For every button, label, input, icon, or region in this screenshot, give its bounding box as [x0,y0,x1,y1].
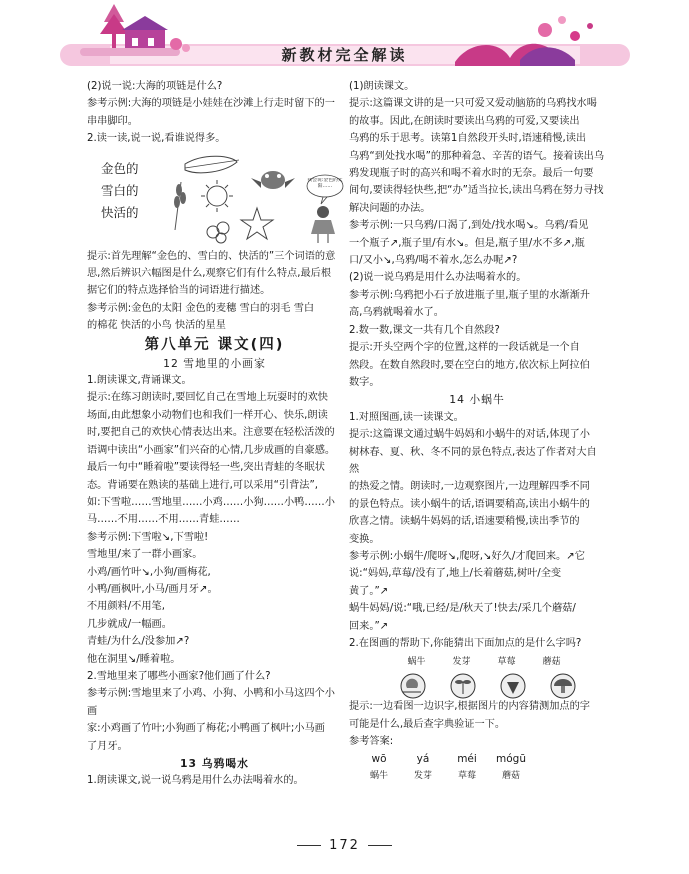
star-icon [241,208,273,239]
text-line: 说:“妈妈,草莓/没有了,地上/长着蘑菇,树叶/全变 [349,568,562,580]
text-line: 数字。 [349,376,380,388]
text-line: 参考示例:乌鸦把小石子放进瓶子里,瓶子里的水渐渐升 [349,289,590,301]
feather-icon [185,156,239,173]
text-line: 蜗牛妈妈/说:“哦,已经/是/秋天了!快去/采几个蘑菇/ [349,603,576,615]
text-line: 场面,由此想象小动物们也和我们一样开心、快乐,朗读 [87,409,328,421]
text-line: 雪地里/来了一群小画家。 [87,549,203,561]
left-column [87,78,342,790]
pinyin: mógū [496,752,526,765]
page-number-dash [368,845,392,846]
text-line: 参考示例:雪地里来了小鸡、小狗、小鸭和小马这四个小画 [87,688,335,717]
text-line: 提示:这篇课文讲的是一只可爱又爱动脑筋的乌鸦找水喝 [349,98,597,110]
text-line: 高,乌鸦就喝着水了。 [349,307,444,319]
text-line: 2.在图画的帮助下,你能猜出下面加点的是什么字吗? [349,638,582,649]
text-line: 2.数一数,课文一共有几个自然段? [349,324,500,336]
page-number-dash [297,845,321,846]
speech-bubble [307,175,343,204]
text-line: 黄了。”↗ [349,585,389,597]
text-line: 的景色特点。读小蜗牛的话,语调要稍高,读出小蜗牛的 [349,498,590,510]
word-snowwhite: 雪白的 [101,182,139,198]
text-line: 回来。”↗ [349,620,389,632]
text-line: 青蛙/为什么/没参加↗? [87,636,190,648]
speech-bubble-text: 我会说:金色的太阳…… [307,177,343,189]
hanzi: 发芽 [413,771,432,782]
hanzi: 蜗牛 [369,771,388,782]
text-line: 提示:在练习朗读时,要回忆自己在雪地上玩耍时的欢快 [87,392,328,404]
text-line: 变换。 [349,533,380,545]
right-column [349,78,605,785]
text-line: 几步就成/一幅画。 [87,618,172,630]
text-line: 串串脚印。 [87,115,138,127]
text-line: 不用颜料/不用笔, [87,601,165,613]
word-golden: 金色的 [101,160,139,176]
pinyin: yá [416,752,430,765]
text-line: 间句,要读得轻快些,把“办”适当拉长,读出乌鸦在努力寻找 [349,185,604,197]
unit-title: 第八单元 课文(四) [144,336,285,353]
text-line: (1)朗读课文。 [349,81,415,92]
text-line: 马……不用……不用……青蛙…… [87,514,240,526]
text-line: 可能是什么,最后查字典验证一下。 [349,718,506,730]
text-line: 态。背诵要在熟读的基础上进行,可以采用“引背法”, [87,479,318,491]
answer-pinyin-row [357,751,605,768]
pinyin: méi [457,752,477,765]
text-line: 口/又小↘,乌鸦/喝不着水,怎么办呢↗? [349,255,518,267]
word-happy: 快活的 [101,204,139,220]
mushroom-icon [551,674,575,698]
text-line: 如:下雪啦……雪地里……小鸡……小狗……小鸭……小 [87,496,335,508]
text-line: 小鸭/画枫叶,小马/画月牙↗。 [87,583,218,595]
text-line: 鸦发现瓶子时的高兴和喝不着水时的无奈。最后一句要 [349,168,594,180]
text-line: 家:小鸡画了竹叶;小狗画了梅花;小鸭画了枫叶;小马画 [87,723,325,735]
text-line: 参考示例:大海的项链是小娃娃在沙滩上行走时留下的一 [87,98,335,110]
text-line: 的故事。因此,在朗读时要读出乌鸦的可爱,又要读出 [349,115,580,127]
label-mushroom: 蘑菇 [542,657,561,668]
label-strawberry: 草莓 [497,657,516,668]
cotton-icon [207,222,229,243]
bird-icon [251,171,295,189]
header-title: 新教材完全解读 [281,46,408,64]
strawberry-icon [501,674,525,698]
word-picture-figure [349,654,605,696]
text-line: 2.读一读,说一说,看谁说得多。 [87,133,226,145]
figure-labels [394,654,574,671]
wheat-icon [174,182,186,230]
text-line: (2)说一说乌鸦是用什么办法喝着水的。 [349,272,527,284]
text-line: 欣喜之情。读蜗牛妈妈的话,语速要稍慢,读出季节的 [349,516,580,528]
text-line: 1.朗读课文,说一说乌鸦是用什么办法喝着水的。 [87,775,304,787]
text-line: 参考示例:一只乌鸦/口渴了,到处/找水喝↘。乌鸦/看见 [349,220,589,232]
text-line: 的热爱之情。朗读时,一边观察图片,一边理解四季不同 [349,481,590,493]
text-line: 乌鸦“到处找水喝”的那种着急、辛苦的语气。接着读出乌 [349,150,605,162]
text-line: 提示:一边看图一边识字,根据图片的内容猜测加点的字 [349,701,590,713]
text-line: 参考示例:下雪啦↘,下雪啦! [87,531,209,543]
sprout-icon [451,674,475,698]
text-line: 据它们的特点选择恰当的词语进行描述。 [87,285,271,297]
text-line: 解决问题的办法。 [349,202,431,214]
text-line: 语调中读出“小画家”们兴奋的心情,几步成画的自豪感。 [87,444,336,456]
girl-icon [311,206,335,243]
lesson-title: 14 小蜗牛 [449,393,505,407]
text-line: 时,要把自己的欢快心情表达出来。注意要在轻松活泼的 [87,427,335,439]
hanzi: 草莓 [457,771,476,782]
text-line: 了月牙。 [87,740,128,752]
sun-icon [201,180,233,212]
text-line: 树林春、夏、秋、冬不同的景色特点,表达了作者对大自然 [349,446,597,475]
label-sprout: 发芽 [452,657,471,668]
text-line: (2)说一说:大海的项链是什么? [87,81,223,92]
text-line: 然段。在数自然段时,要在空白的地方,依次标上阿拉伯 [349,359,590,371]
page-header [0,0,689,78]
text-line: 的棉花 快活的小鸟 快活的星星 [87,320,226,332]
text-line: 思,然后辨识六幅图是什么,观察它们有什么特点,最后根 [87,268,332,280]
describe-figure [87,150,342,244]
figure-illustrations [155,150,345,244]
text-line: 提示:这篇课文通过蜗牛妈妈和小蜗牛的对话,体现了小 [349,429,590,441]
text-line: 小鸡/画竹叶↘,小狗/画梅花, [87,566,211,578]
text-line: 1.朗读课文,背诵课文。 [87,375,192,387]
page-number-value: 172 [329,838,360,853]
text-line: 乌鸦的乐于思考。读第1自然段开头时,语速稍慢,读出 [349,133,587,145]
snail-icon [401,674,425,698]
text-line: 2.雪地里来了哪些小画家?他们画了什么? [87,670,271,682]
text-line: 参考示例:金色的太阳 金色的麦穗 雪白的羽毛 雪白 [87,302,315,314]
figure-pictures [391,672,591,700]
text-line: 提示:首先理解“金色的、雪白的、快活的”三个词语的意 [87,250,336,262]
text-line: 提示:开头空两个字的位置,这样的一段话就是一个自 [349,342,580,354]
answer-hanzi-row [357,768,605,785]
pinyin: wō [371,752,387,765]
hanzi: 蘑菇 [501,771,520,782]
label-snail: 蜗牛 [407,657,426,668]
text-line: 一个瓶子↗,瓶子里/有水↘。但是,瓶子里/水不多↗,瓶 [349,237,585,249]
text-line: 1.对照图画,读一读课文。 [349,411,464,423]
page-number [0,838,689,853]
header-decoration [0,0,689,78]
text-line: 他在洞里↘/睡着啦。 [87,653,181,665]
text-line: 最后一句中“睡着啦”要读得轻一些,突出青蛙的冬眠状 [87,462,325,474]
lesson-title: 12 雪地里的小画家 [163,356,266,370]
text-line: 参考示例:小蜗牛/爬呀↘,爬呀,↘好久/才爬回来。↗它 [349,550,585,562]
lesson-title: 13 乌鸦喝水 [180,757,249,770]
figure-words [101,158,139,224]
text-line: 参考答案: [349,736,394,748]
